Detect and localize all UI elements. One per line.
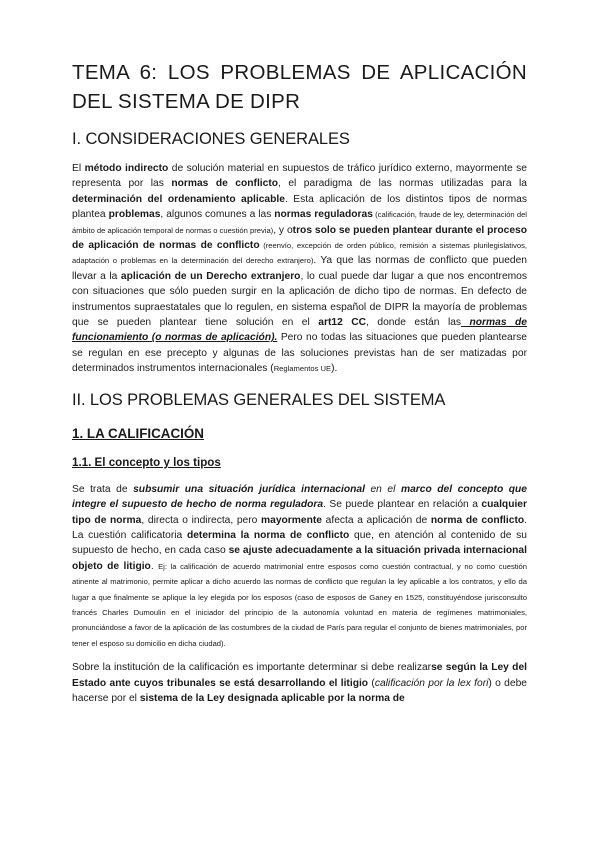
text-run: (	[368, 677, 375, 689]
text-run: de solución material en supuestos de tráfico jurídico externo, mayormente se representa por las	[72, 163, 527, 190]
text-run: , el paradigma de las normas utilizadas para la	[278, 178, 528, 190]
bold-run: normas de conflicto	[171, 178, 279, 190]
subsection-heading: 1. LA CALIFICACIÓN	[72, 425, 204, 441]
bold-italic-run: subsumir una situación jurídica internacional	[133, 483, 365, 495]
section-2-heading: II. LOS PROBLEMAS GENERALES DEL SISTEMA	[72, 390, 446, 409]
small-run: (calificación, fraude de ley, determinación del ámbito de aplicación temporal de normas o cuestión previa)	[72, 210, 527, 235]
title-line-1: TEMA 6: LOS PROBLEMAS DE APLICACIÓN	[72, 61, 527, 84]
text-run: . Esta aplicación de los distintos tipos de normas plantea	[72, 193, 527, 221]
text-run: . Ya que las normas de conflicto que pueden llevar a la	[72, 255, 527, 282]
bold-run: determina la norma de conflicto	[186, 529, 350, 541]
bold-run: art12 CC	[318, 317, 367, 329]
bold-run: se ajuste adecuadamente a la situación privada internacional objeto de litigio	[72, 545, 527, 572]
bold-run: tros solo se pueden plantear durante el proceso de aplicación de normas de conflicto	[72, 224, 527, 252]
text-run: , lo cual puede dar lugar a que nos encontremos con situaciones que sólo pueden surgir en la aplicación de dicho tipo de normas. En defecto de instrumentos supraestatales que lo regulen, en sistema español de DIPR la mayoría de problemas que se pueden plantear tiene solución en el	[72, 270, 528, 329]
subsubsection-heading: 1.1. El concepto y los tipos	[72, 455, 221, 469]
title-line-2: DEL SISTEMA DE DIPR	[72, 90, 301, 113]
bold-run: aplicación de un Derecho extranjero	[120, 270, 301, 282]
text-run: El	[72, 163, 85, 174]
bold-run: norma de conflicto	[430, 514, 525, 526]
bold-run: sistema de la Ley designada aplicable por la norma de	[139, 692, 405, 704]
bold-run: método indirecto	[84, 163, 169, 174]
italic-run: en el	[364, 483, 401, 495]
text-run: que, en atención al contenido de su supuesto de hecho, en cada caso	[72, 529, 527, 557]
bold-run: problemas	[108, 209, 161, 221]
text-run: .	[150, 560, 159, 572]
bold-run: mayormente	[261, 514, 322, 526]
text-run: afecta a aplicación de	[322, 514, 431, 526]
section-1-paragraph	[72, 161, 527, 377]
small-run: (reenvío, excepción de orden público, remisión a sistemas plurilegislativos, adaptación o problemas en la determinación del derecho extranjero)	[72, 241, 527, 266]
text-run: Pero no todas las situaciones que pueden plantearse se regulan en ese precepto y algunas de las soluciones previstas han de ser matizadas por determinados instrumentos internacionales (	[72, 332, 527, 375]
bold-run: normas reguladoras	[274, 209, 373, 221]
text-run: Se trata de	[72, 483, 134, 495]
text-run: ).	[331, 363, 338, 375]
text-run: , directa o indirecta, pero	[141, 514, 262, 526]
text-run: , y o	[273, 224, 293, 236]
bold-underline-run: normas de funcionamiento (o normas de aplicación).	[72, 317, 528, 344]
page-title	[72, 58, 527, 116]
section-2-paragraph-2	[72, 660, 527, 706]
section-2-paragraph-1	[72, 482, 527, 651]
bold-run: se según la Ley del Estado ante cuyos tribunales se está desarrollando el litigio	[72, 662, 527, 689]
text-run: . Se puede plantear en relación a	[323, 499, 482, 511]
text-run: , donde están las	[366, 317, 462, 329]
text-run: ) o debe hacerse por el	[72, 677, 527, 704]
text-run: Sobre la institución de la calificación es importante determinar si debe realizar	[72, 662, 432, 674]
small-run: Ej: la calificación de acuerdo matrimonial entre esposos como cuestión contractual, y no como cuestión atinente al matrimonio, permite aplicar a dicho acuerdo las normas de conflicto que regulan la ley aplicable a los contratos, y ello da lugar a que finalmente se aplique la ley elegida por los esposos (caso de esposos de Ganey en 1525, constituyéndose jurisconsulto francés Charles Dumoulin en el iniciador del principio de la autonomía voluntad en materia de regímenes matrimoniales, pronunciándose a favor de la aplicación de las costumbres de la ciudad de París para regular el conjunto de bienes matrimoniales, por tener el esposo su domicilio en dicha ciudad).	[72, 561, 527, 648]
bold-run: determinación del ordenamiento aplicable	[72, 193, 285, 205]
bold-italic-run: marco del concepto que integre el supuesto de hecho de norma reguladora	[72, 483, 527, 511]
document-page	[72, 58, 527, 706]
section-1-heading: I. CONSIDERACIONES GENERALES	[72, 130, 350, 148]
small-run: Reglamentos UE	[273, 364, 332, 374]
text-run: . La cuestión calificatoria	[72, 514, 527, 541]
text-run: , algunos comunes a las	[160, 209, 275, 221]
bold-run: cualquier tipo de norma	[72, 499, 527, 526]
italic-run: calificación por la lex fori	[374, 677, 489, 689]
